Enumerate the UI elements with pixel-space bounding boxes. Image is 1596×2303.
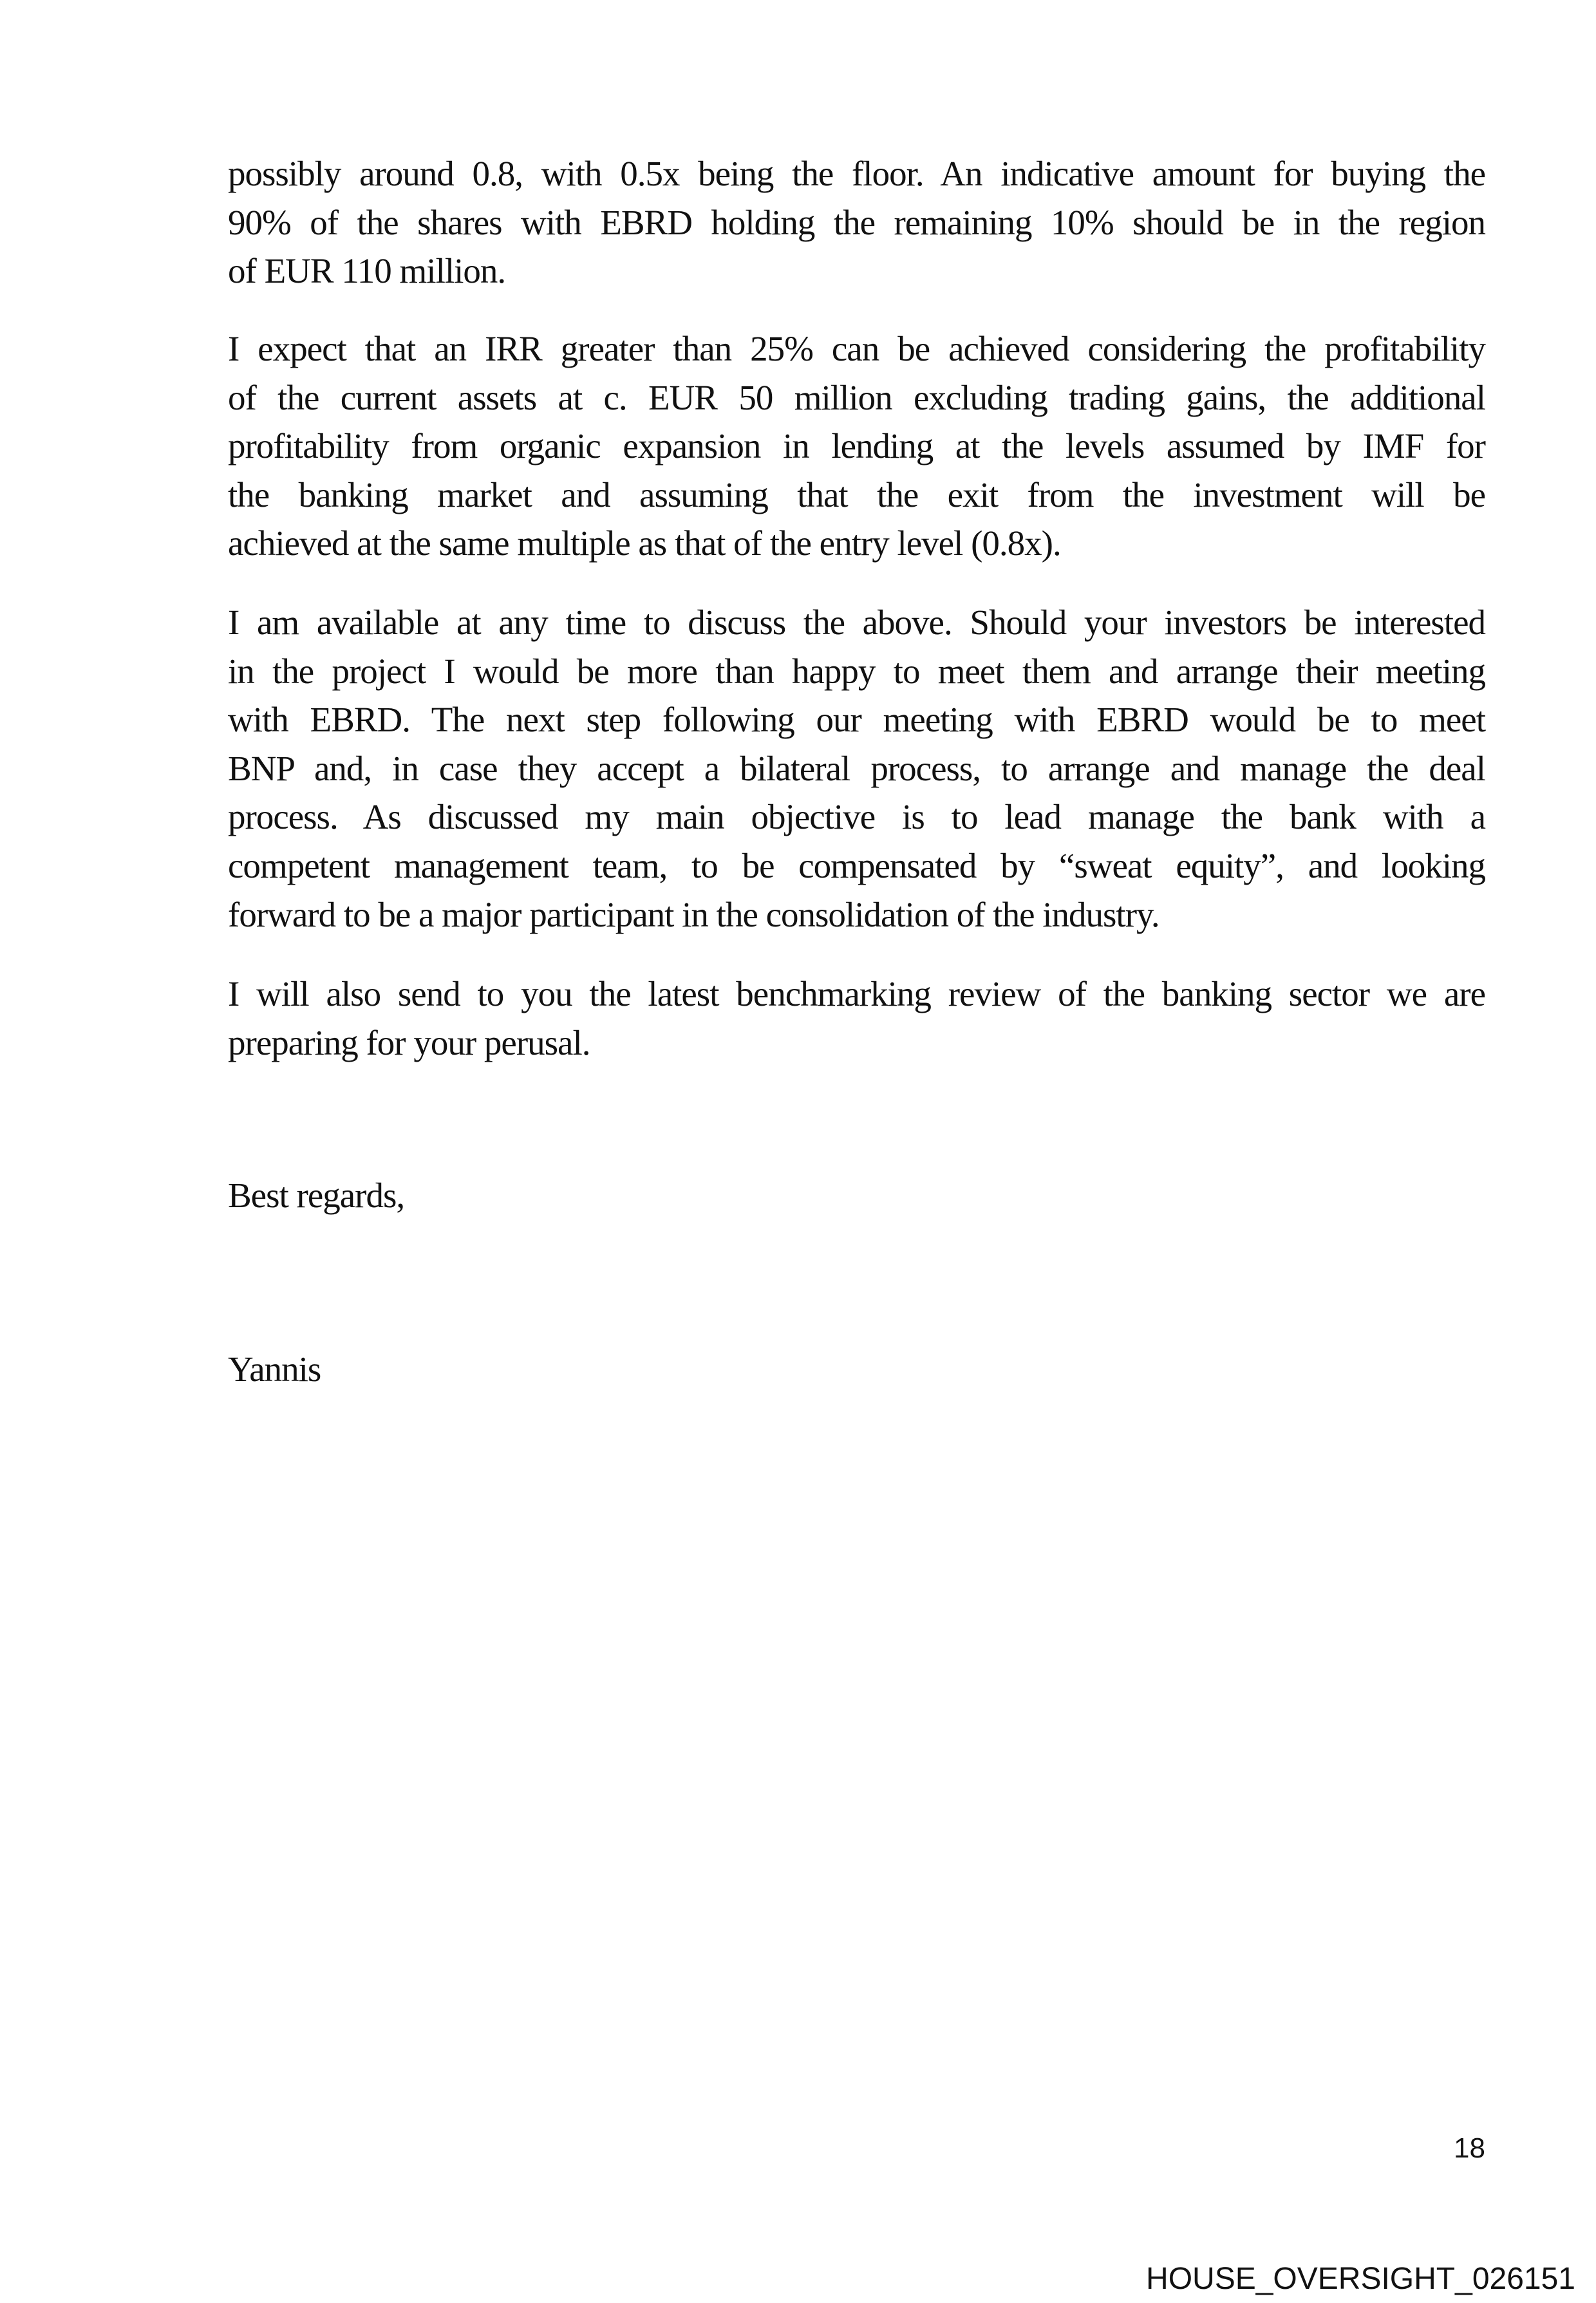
text-line: preparing for your perusal.	[228, 1022, 590, 1062]
bates-number: HOUSE_OVERSIGHT_026151	[1146, 2262, 1575, 2296]
text-line: I am available at any time to discuss the above. Should your investors be interested	[228, 603, 1485, 642]
closing	[228, 1171, 1485, 1220]
text-line: of EUR 110 million.	[228, 251, 506, 291]
paragraph-irr	[228, 324, 1485, 568]
text-line: 90% of the shares with EBRD holding the remaining 10% should be in the region	[228, 202, 1485, 242]
signature-name: Yannis	[228, 1349, 321, 1389]
text-line: in the project I would be more than happy to meet them and arrange their meeting	[228, 651, 1485, 691]
page-number: 18	[1454, 2132, 1485, 2164]
text-line: with EBRD. The next step following our meeting with EBRD would be to meet	[228, 700, 1485, 740]
text-line: BNP and, in case they accept a bilateral process, to arrange and manage the deal	[228, 748, 1485, 788]
paragraph-benchmarking	[228, 970, 1485, 1067]
closing-text: Best regards,	[228, 1176, 405, 1215]
text-line: I expect that an IRR greater than 25% can be achieved considering the profitability	[228, 329, 1485, 368]
text-line: forward to be a major participant in the consolidation of the industry.	[228, 894, 1159, 934]
text-line: process. As discussed my main objective is to lead manage the bank with a	[228, 797, 1485, 837]
text-line: competent management team, to be compensated by “sweat equity”, and looking	[228, 845, 1485, 885]
text-line: the banking market and assuming that the exit from the investment will be	[228, 475, 1485, 514]
text-line: profitability from organic expansion in lending at the levels assumed by IMF for	[228, 426, 1485, 466]
text-line: I will also send to you the latest benchmarking review of the banking sector we are	[228, 974, 1485, 1013]
text-line: possibly around 0.8, with 0.5x being the floor. An indicative amount for buying the	[228, 154, 1485, 193]
paragraph-valuation	[228, 149, 1485, 296]
text-line: achieved at the same multiple as that of the entry level (0.8x).	[228, 523, 1061, 563]
signature	[228, 1345, 1485, 1394]
text-line: of the current assets at c. EUR 50 million excluding trading gains, the additional	[228, 377, 1485, 417]
paragraph-next-steps	[228, 598, 1485, 939]
